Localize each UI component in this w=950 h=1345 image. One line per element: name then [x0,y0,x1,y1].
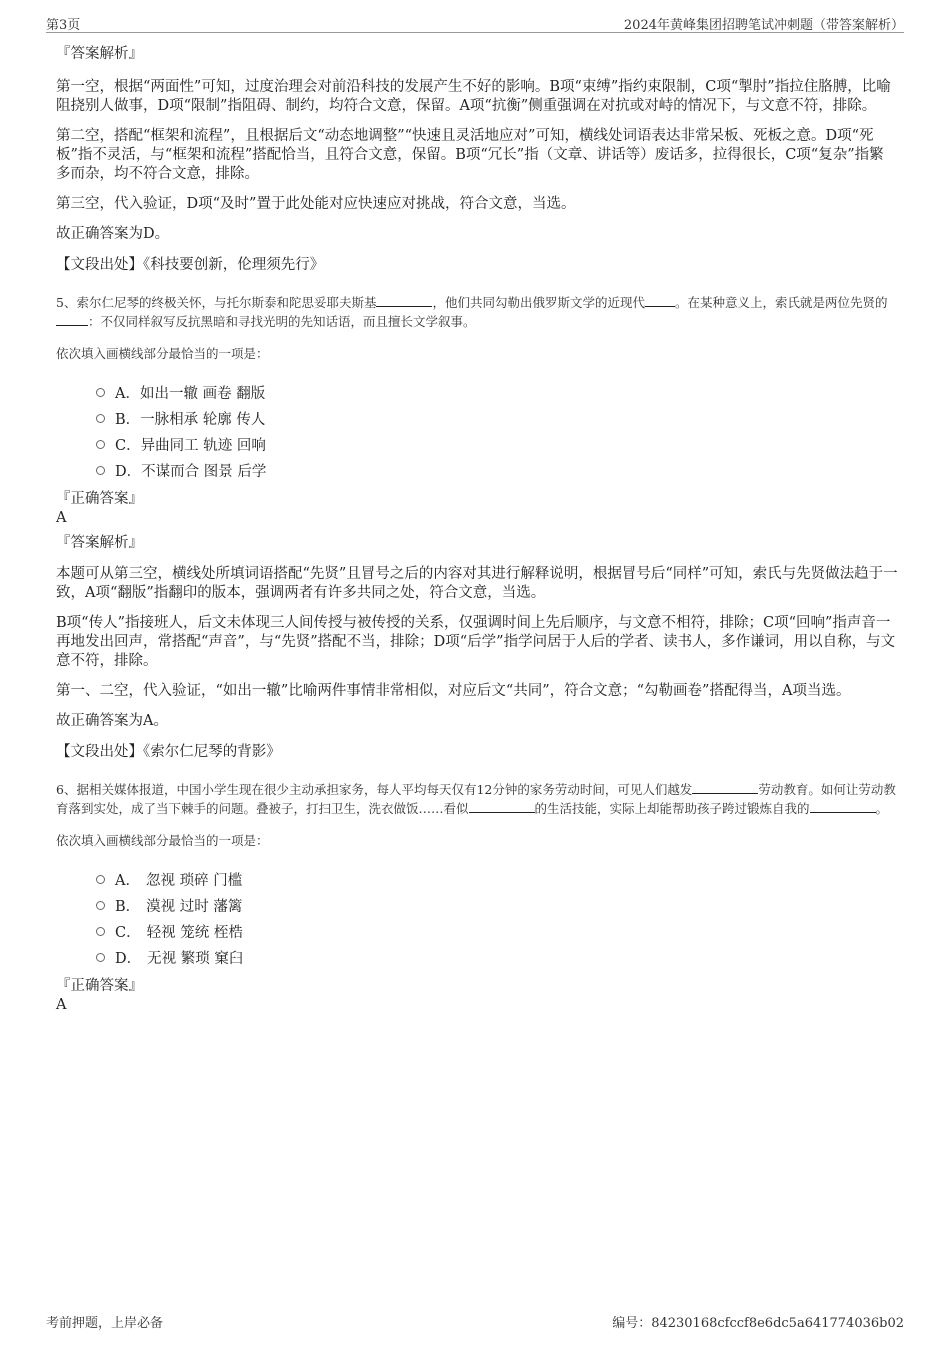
analysis-paragraph: 第一、二空，代入验证，“如出一辙”比喻两件事情非常相似，对应后文“共同”，符合文意；“勾勒画卷”搭配得当，A项当选。 [56,683,851,699]
analysis-label: 『答案解析』 [56,535,143,551]
question-5-lead: 依次填入画横线部分最恰当的一项是： [56,346,269,361]
document-code: 编号：84230168cfccf8e6dc5a641774036b02 [612,1316,904,1331]
correct-answer-label: 『正确答案』 [56,978,143,994]
blank [56,312,88,326]
analysis-paragraph: 第二空，搭配“框架和流程”，且根据后文“动态地调整”“快速且灵活地应对”可知，横线处词语表达非常呆板、死板之意。D项“死板”指不灵活，与“框架和流程”搭配恰当，且符合文意，保留。B项“冗长”指（文章、讲话等）废话多，拉得很长，C项“复杂”指繁多而杂，均不符合文意，排除。 [56,128,884,182]
question-6-stem: 6、据相关媒体报道，中国小学生现在很少主动承担家务，每人平均每天仅有12分钟的家务劳动时间，可见人们越发 劳动教育。如何让劳动教育落到实处，成了当下棘手的问题。叠被子，打扫卫生，洗衣做饭……看似 的生活技能，实际上却能帮助孩子跨过锻炼自我的 。 [56,782,896,816]
option-c[interactable]: C． 轻视 笼统 桎梏 [96,918,898,944]
page-footer [46,1312,904,1332]
blank [645,293,675,307]
question-5-options [96,379,898,483]
radio-icon[interactable] [96,927,105,936]
document-title: 2024年黄峰集团招聘笔试冲刺题（带答案解析） [623,18,904,33]
answer-conclusion: 故正确答案为D。 [56,226,170,242]
radio-icon[interactable] [96,901,105,910]
radio-icon[interactable] [96,466,105,475]
source-citation: 【文段出处】《科技要创新，伦理须先行》 [56,257,325,273]
analysis-paragraph: 第一空，根据“两面性”可知，过度治理会对前沿科技的发展产生不好的影响。B项“束缚”指约束限制，C项“掣肘”指拉住胳膊，比喻阻挠别人做事，D项“限制”指阻碍、制约，均符合文意，保留。A项“抗衡”侧重强调在对抗或对峙的情况下，与文意不符，排除。 [56,79,891,114]
analysis-label: 『答案解析』 [56,46,143,62]
footer-slogan: 考前押题，上岸必备 [46,1316,164,1331]
source-citation: 【文段出处】《索尔仁尼琴的背影》 [56,744,281,760]
option-a[interactable]: A． 如出一辙 画卷 翻版 [96,379,898,405]
document-body [56,44,898,1014]
option-d[interactable]: D． 无视 繁琐 窠臼 [96,944,898,970]
radio-icon[interactable] [96,388,105,397]
correct-answer-label: 『正确答案』 [56,491,143,507]
question-6-options [96,866,898,970]
blank [376,293,432,307]
correct-answer: A [56,997,67,1013]
option-c[interactable]: C． 异曲同工 轨迹 回响 [96,431,898,457]
correct-answer: A [56,510,67,526]
answer-conclusion: 故正确答案为A。 [56,713,168,729]
radio-icon[interactable] [96,953,105,962]
option-b[interactable]: B． 一脉相承 轮廓 传人 [96,405,898,431]
blank [692,780,758,794]
analysis-paragraph: 第三空，代入验证，D项“及时”置于此处能对应快速应对挑战，符合文意，当选。 [56,196,576,212]
analysis-paragraph: B项“传人”指接班人，后文未体现三人间传授与被传授的关系，仅强调时间上先后顺序，与文意不相符，排除；C项“回响”指声音一再地发出回声，常搭配“声音”，与“先贤”搭配不当，排除；D项“后学”指学问居于人后的学者、读书人，多作谦词，用以自称，与文意不符，排除。 [56,615,896,669]
option-d[interactable]: D． 不谋而合 图景 后学 [96,457,898,483]
blank [810,799,876,813]
question-5-stem: 5、索尔仁尼琴的终极关怀，与托尔斯泰和陀思妥耶夫斯基 ，他们共同勾勒出俄罗斯文学的近现代 。在某种意义上，索氏就是两位先贤的：不仅同样叙写反抗黑暗和寻找光明的先知话语，而且擅长文学叙事。 [56,295,888,329]
question-6-lead: 依次填入画横线部分最恰当的一项是： [56,833,269,848]
analysis-paragraph: 本题可从第三空，横线处所填词语搭配“先贤”且冒号之后的内容对其进行解释说明，根据冒号后“同样”可知，索氏与先贤做法趋于一致，A项“翻版”指翻印的版本，强调两者有许多共同之处，符合文意，当选。 [56,566,898,601]
option-a[interactable]: A． 忽视 琐碎 门槛 [96,866,898,892]
radio-icon[interactable] [96,440,105,449]
blank [469,799,535,813]
radio-icon[interactable] [96,414,105,423]
option-b[interactable]: B． 漠视 过时 藩篱 [96,892,898,918]
radio-icon[interactable] [96,875,105,884]
page-number: 第3页 [46,18,81,33]
page-header [46,12,904,33]
